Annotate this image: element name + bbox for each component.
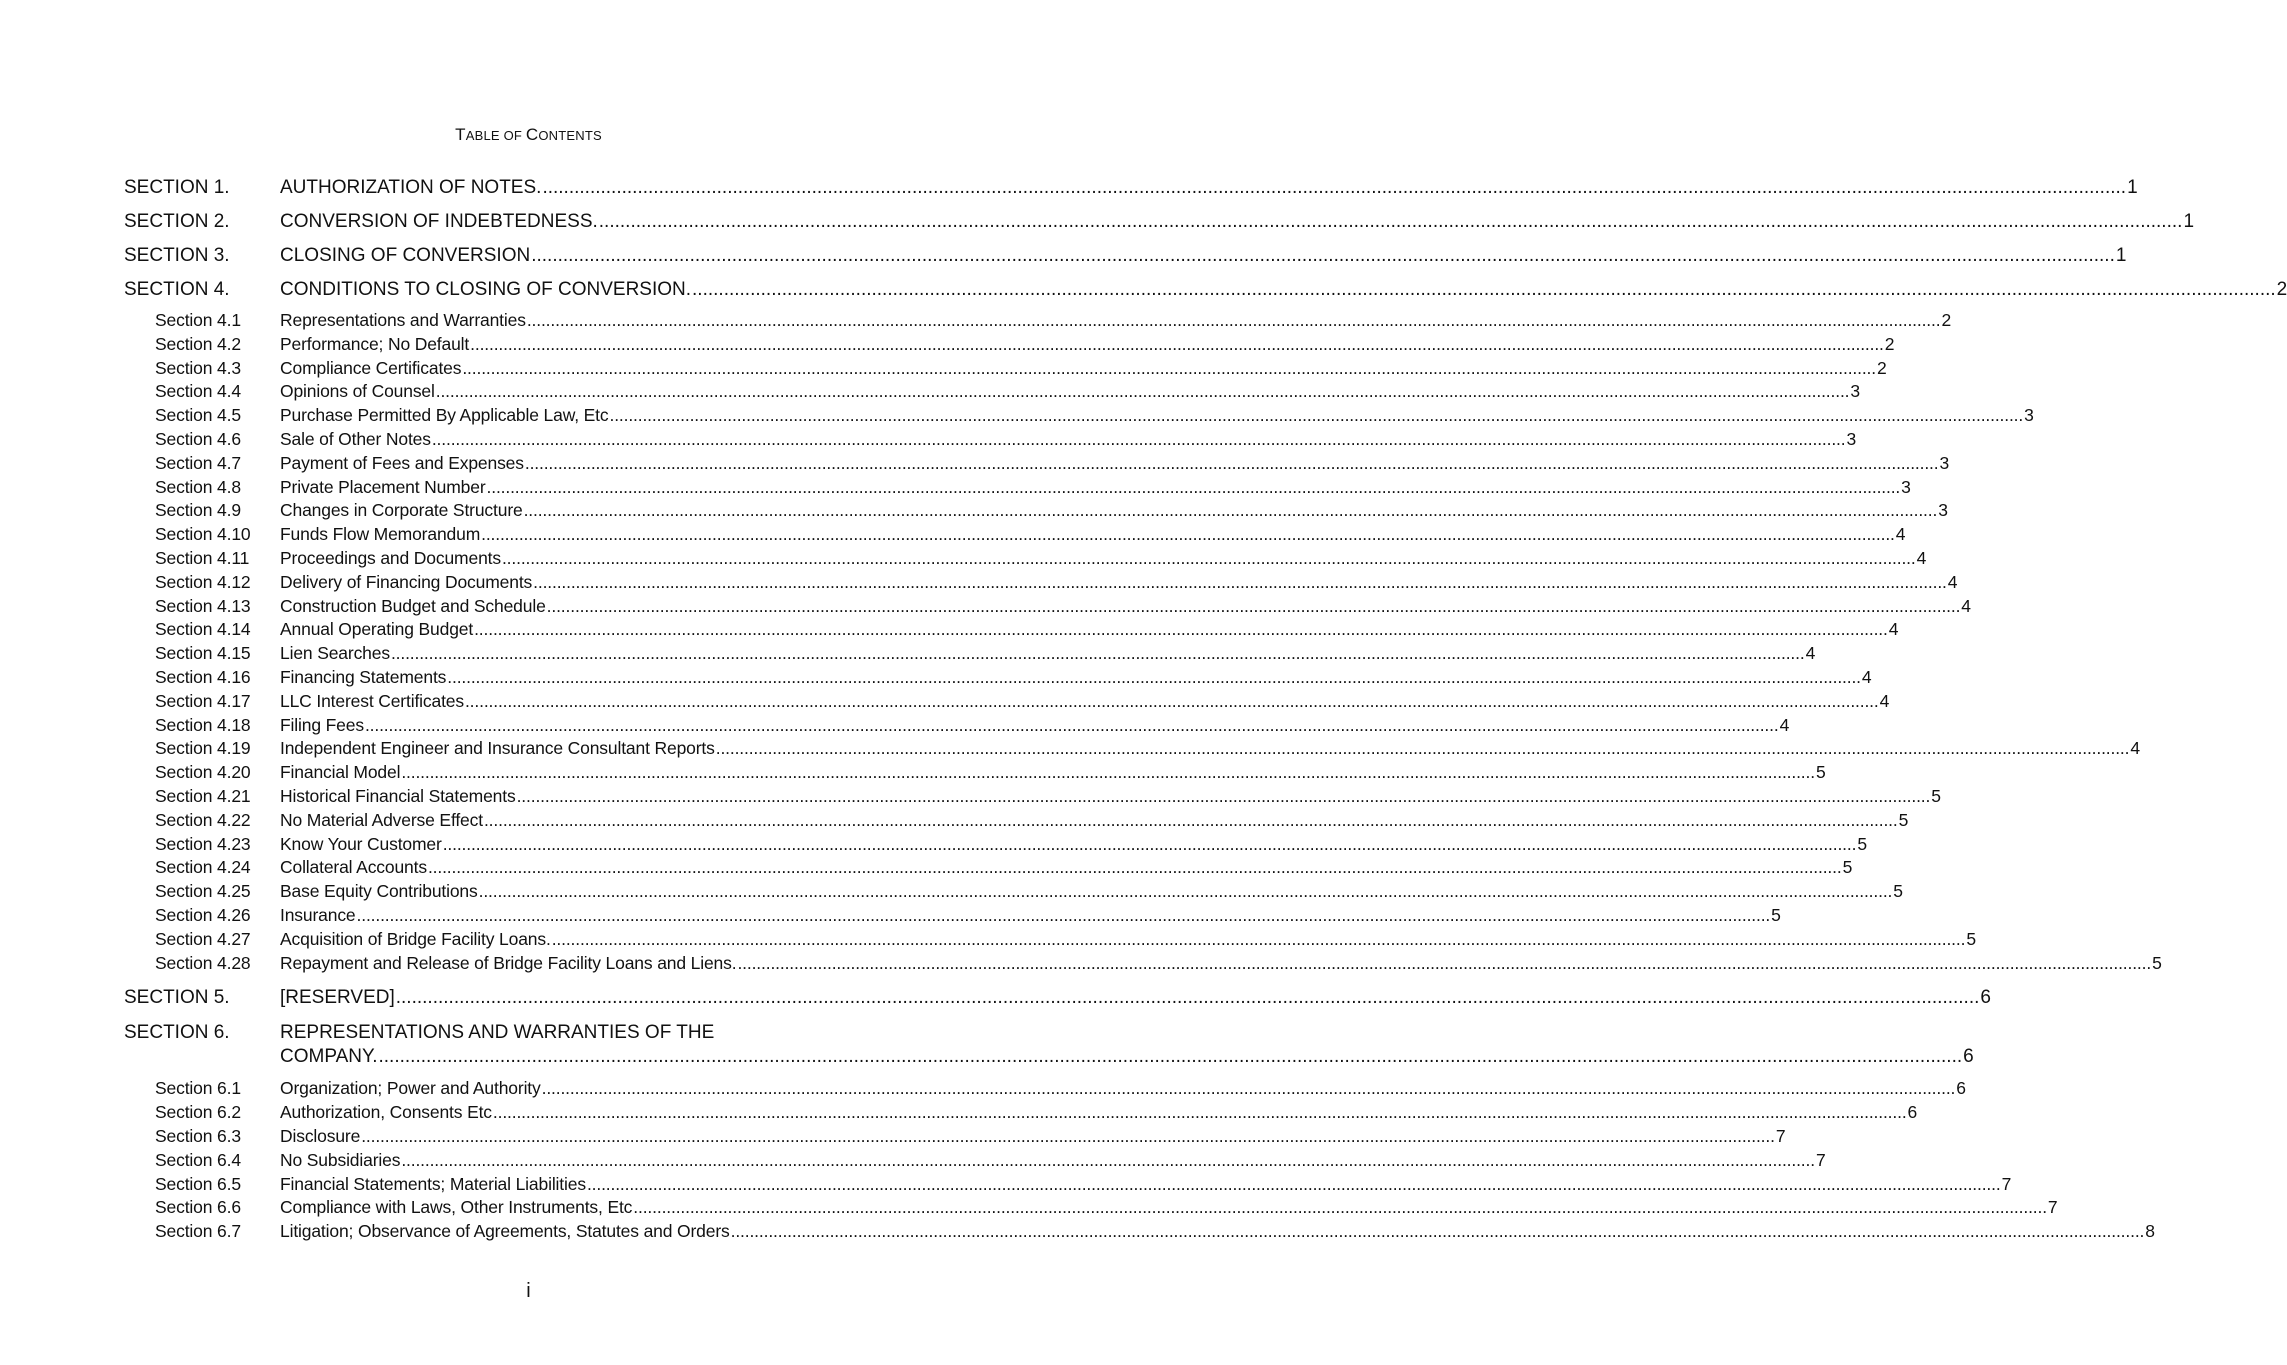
subsection-title: Compliance Certificates: [280, 357, 462, 378]
toc-subsection-entry[interactable]: [155, 809, 1909, 833]
toc-subsection-entry[interactable]: [155, 737, 2140, 761]
subsection-title: Know Your Customer: [280, 833, 442, 854]
subsection-title: Payment of Fees and Expenses: [280, 452, 524, 473]
toc-section-entry[interactable]: [124, 211, 2195, 233]
table-of-contents: [124, 165, 2287, 1244]
page-ref: 3: [1846, 428, 1857, 449]
page-ref: 4: [1879, 690, 1890, 711]
toc-subsection-entry[interactable]: [155, 618, 1899, 642]
page-ref: 5: [1898, 809, 1909, 830]
page-ref: 1: [2183, 211, 2195, 232]
subsection-title: Purchase Permitted By Applicable Law, Etc: [280, 405, 609, 426]
dot-leader: [379, 1045, 1963, 1069]
dot-leader: [401, 761, 1815, 785]
subsection-title: Financial Model: [280, 762, 401, 783]
subsection-label: Section 6.4: [155, 1149, 241, 1170]
dot-leader: [609, 404, 2023, 428]
dot-leader: [479, 880, 1893, 904]
section-title: AUTHORIZATION OF NOTES.: [280, 177, 542, 198]
subsection-title: Funds Flow Memorandum: [280, 524, 481, 545]
dot-leader: [484, 809, 1898, 833]
toc-subsection-entry[interactable]: [155, 785, 1941, 809]
dot-leader: [587, 1173, 2001, 1197]
dot-leader: [481, 523, 1895, 547]
toc-subsection-entry[interactable]: [155, 333, 1895, 357]
toc-subsection-entry[interactable]: [155, 595, 1971, 619]
subsection-title: Compliance with Laws, Other Instruments, Etc: [280, 1197, 633, 1218]
dot-leader: [547, 595, 1961, 619]
subsection-label: Section 4.24: [155, 857, 251, 878]
subsection-label: Section 4.23: [155, 833, 251, 854]
subsection-title: Independent Engineer and Insurance Consultant Reports: [280, 738, 715, 759]
section-label: SECTION 3.: [124, 245, 230, 266]
subsection-title: LLC Interest Certificates: [280, 690, 464, 711]
page-ref: 5: [1931, 785, 1941, 806]
dot-leader: [474, 618, 1888, 642]
dot-leader: [436, 380, 1850, 404]
page-ref: 3: [1850, 381, 1860, 402]
page-ref: 4: [2130, 738, 2140, 759]
subsection-title: Disclosure: [280, 1125, 361, 1146]
section-title: COMPANY.: [280, 1046, 378, 1068]
toc-subsection-entry[interactable]: [155, 880, 1903, 904]
subsection-label: Section 4.28: [155, 952, 251, 973]
page-ref: 2: [1941, 310, 1952, 330]
dot-leader: [502, 547, 1916, 571]
subsection-label: Section 4.7: [155, 452, 241, 473]
toc-section-entry[interactable]: [124, 245, 2127, 267]
dot-leader: [465, 690, 1879, 714]
toc-section-entry[interactable]: [124, 279, 2287, 301]
toc-subsection-entry[interactable]: [155, 642, 1816, 666]
page-ref: 8: [2145, 1221, 2155, 1242]
page-ref: 3: [1938, 500, 1948, 521]
toc-title: TABLE OF CONTENTS: [455, 125, 602, 144]
toc-subsection-entry[interactable]: [155, 714, 1790, 738]
toc-subsection-entry[interactable]: [155, 380, 1860, 404]
dot-leader: [401, 1149, 1815, 1173]
page-ref: 2: [2276, 279, 2287, 300]
subsection-label: Section 6.1: [155, 1078, 241, 1099]
section-label: SECTION 2.: [124, 211, 230, 232]
toc-subsection-entry[interactable]: [155, 357, 1887, 381]
page-ref: 7: [1775, 1125, 1786, 1146]
toc-subsection-entry[interactable]: [155, 666, 1872, 690]
subsection-title: Financial Statements; Material Liabilities: [280, 1173, 586, 1194]
subsection-title: Organization; Power and Authority: [280, 1078, 541, 1099]
dot-leader: [396, 987, 1980, 1009]
page-number: i: [526, 1280, 531, 1302]
toc-subsection-entry[interactable]: [155, 1125, 1786, 1149]
dot-leader: [599, 211, 2183, 233]
subsection-label: Section 6.3: [155, 1125, 241, 1146]
subsection-title: Sale of Other Notes: [280, 428, 431, 449]
subsection-label: Section 4.8: [155, 476, 241, 497]
page-ref: 4: [1895, 524, 1906, 545]
subsection-label: Section 4.18: [155, 714, 251, 735]
section-title: CONVERSION OF INDEBTEDNESS.: [280, 211, 598, 232]
subsection-label: Section 4.4: [155, 381, 241, 402]
toc-subsection-list: [124, 309, 2162, 975]
section-label: SECTION 6.: [124, 1022, 230, 1044]
subsection-title: Private Placement Number: [280, 476, 486, 497]
toc-subsection-entry[interactable]: [155, 1149, 1826, 1173]
page-ref: 7: [2001, 1173, 2012, 1194]
toc-subsection-entry[interactable]: [155, 571, 1958, 595]
section-title: [RESERVED]: [280, 987, 395, 1009]
subsection-label: Section 4.20: [155, 762, 251, 783]
dot-leader: [716, 737, 2130, 761]
toc-section-entry[interactable]: [124, 987, 1991, 1009]
subsection-title: Delivery of Financing Documents: [280, 571, 533, 592]
dot-leader: [692, 279, 2276, 301]
dot-leader: [487, 476, 1901, 500]
subsection-label: Section 4.11: [155, 547, 250, 568]
dot-leader: [531, 245, 2115, 267]
subsection-label: Section 6.6: [155, 1197, 241, 1218]
page-ref: 5: [1893, 881, 1903, 902]
page-ref: 2: [1884, 333, 1895, 354]
subsection-title: Representations and Warranties: [280, 310, 526, 330]
page-ref: 4: [1779, 714, 1790, 735]
page-ref: 4: [1805, 643, 1816, 664]
subsection-label: Section 4.22: [155, 809, 251, 830]
subsection-title: Financing Statements: [280, 666, 447, 687]
page-ref: 4: [1961, 595, 1971, 616]
toc-subsection-entry[interactable]: [155, 1077, 1966, 1101]
page-ref: 5: [1857, 833, 1867, 854]
subsection-title: Litigation; Observance of Agreements, Statutes and Orders: [280, 1221, 730, 1242]
subsection-label: Section 4.9: [155, 500, 241, 521]
subsection-label: Section 6.5: [155, 1173, 241, 1194]
page-ref: 4: [1916, 547, 1927, 568]
subsection-title: Proceedings and Documents: [280, 547, 501, 568]
subsection-title: Base Equity Contributions: [280, 881, 478, 902]
section-label: SECTION 5.: [124, 987, 230, 1009]
page-ref: 4: [1861, 666, 1872, 687]
page-ref: 4: [1888, 619, 1899, 640]
subsection-title: Filing Fees: [280, 714, 364, 735]
toc-subsection-entry[interactable]: [155, 856, 1853, 880]
dot-leader: [524, 499, 1938, 523]
page-ref: 7: [1815, 1149, 1826, 1170]
subsection-label: Section 4.25: [155, 881, 251, 902]
page-ref: 6: [1980, 987, 1991, 1009]
dot-leader: [365, 714, 1779, 738]
subsection-label: Section 4.13: [155, 595, 251, 616]
section-label: SECTION 4.: [124, 279, 230, 300]
subsection-label: Section 4.1: [155, 310, 241, 330]
dot-leader: [542, 1077, 1956, 1101]
subsection-label: Section 4.17: [155, 690, 251, 711]
toc-subsection-entry[interactable]: [155, 1173, 2012, 1197]
dot-leader: [517, 785, 1931, 809]
page-ref: 4: [1947, 571, 1958, 592]
dot-leader: [470, 333, 1884, 357]
subsection-title: Collateral Accounts: [280, 857, 427, 878]
page-ref: 3: [1901, 476, 1911, 497]
subsection-label: Section 4.5: [155, 405, 241, 426]
subsection-title: No Material Adverse Effect: [280, 809, 483, 830]
toc-section-entry[interactable]: [124, 177, 2138, 199]
subsection-label: Section 4.16: [155, 666, 251, 687]
subsection-label: Section 4.2: [155, 333, 241, 354]
toc-subsection-entry[interactable]: [155, 928, 1976, 952]
subsection-label: Section 4.14: [155, 619, 251, 640]
subsection-title: Construction Budget and Schedule: [280, 595, 546, 616]
dot-leader: [525, 452, 1939, 476]
dot-leader: [533, 571, 1947, 595]
subsection-label: Section 4.21: [155, 785, 251, 806]
subsection-title: No Subsidiaries: [280, 1149, 401, 1170]
dot-leader: [447, 666, 1861, 690]
page-ref: 5: [1966, 928, 1976, 949]
toc-subsection-entry[interactable]: [155, 404, 2034, 428]
section-label: SECTION 1.: [124, 177, 230, 198]
subsection-label: Section 4.19: [155, 738, 251, 759]
dot-leader: [731, 1220, 2145, 1244]
page-ref: 6: [1956, 1078, 1966, 1099]
subsection-title: Repayment and Release of Bridge Facility Loans and Liens.: [280, 952, 737, 973]
subsection-label: Section 4.6: [155, 428, 241, 449]
toc-subsection-entry[interactable]: [155, 952, 2162, 976]
toc-subsection-entry[interactable]: [155, 523, 1906, 547]
page-ref: 5: [1842, 857, 1853, 878]
page-ref: 6: [1963, 1046, 1974, 1068]
page-ref: 5: [2152, 952, 2162, 973]
subsection-title: Acquisition of Bridge Facility Loans.: [280, 928, 551, 949]
toc-subsection-list: [124, 1077, 2155, 1244]
dot-leader: [737, 952, 2151, 976]
subsection-label: Section 6.2: [155, 1102, 241, 1123]
page-ref: 5: [1815, 762, 1826, 783]
toc-subsection-entry[interactable]: [155, 833, 1867, 857]
toc-subsection-entry[interactable]: [155, 499, 1948, 523]
page-ref: 3: [2024, 405, 2034, 426]
dot-leader: [432, 428, 1846, 452]
toc-subsection-entry[interactable]: [155, 452, 1950, 476]
dot-leader: [633, 1196, 2047, 1220]
toc-section-entry[interactable]: [124, 1021, 1974, 1069]
subsection-label: Section 4.3: [155, 357, 241, 378]
subsection-title: Opinions of Counsel: [280, 381, 435, 402]
subsection-label: Section 6.7: [155, 1221, 241, 1242]
toc-subsection-entry[interactable]: [155, 428, 1857, 452]
subsection-title: Historical Financial Statements: [280, 785, 516, 806]
toc-subsection-entry[interactable]: [155, 476, 1911, 500]
dot-leader: [443, 833, 1857, 857]
toc-subsection-entry[interactable]: [155, 1101, 1918, 1125]
subsection-label: Section 4.27: [155, 928, 251, 949]
subsection-title: Changes in Corporate Structure: [280, 500, 523, 521]
page-ref: 5: [1771, 904, 1781, 925]
toc-subsection-entry[interactable]: [155, 1220, 2155, 1244]
subsection-title: Insurance: [280, 904, 356, 925]
page-ref: 3: [1939, 452, 1950, 473]
dot-leader: [552, 928, 1966, 952]
subsection-title: Performance; No Default: [280, 333, 470, 354]
section-title-line1: REPRESENTATIONS AND WARRANTIES OF THE: [280, 1022, 715, 1044]
dot-leader: [542, 177, 2126, 199]
toc-subsection-entry[interactable]: [155, 1196, 2058, 1220]
subsection-title: Annual Operating Budget: [280, 619, 474, 640]
page-ref: 1: [2127, 177, 2138, 198]
page-ref: 6: [1907, 1102, 1918, 1123]
subsection-label: Section 4.10: [155, 524, 251, 545]
subsection-label: Section 4.12: [155, 571, 251, 592]
toc-subsection-entry[interactable]: [155, 904, 1781, 928]
toc-subsection-entry[interactable]: [155, 547, 1927, 571]
subsection-title: Lien Searches: [280, 643, 390, 664]
dot-leader: [357, 904, 1771, 928]
section-title: CONDITIONS TO CLOSING OF CONVERSION.: [280, 279, 692, 300]
toc-subsection-entry[interactable]: [155, 690, 1890, 714]
page-ref: 2: [1876, 357, 1887, 378]
subsection-title: Authorization, Consents Etc: [280, 1102, 492, 1123]
section-title: CLOSING OF CONVERSION: [280, 245, 531, 266]
toc-subsection-entry[interactable]: [155, 309, 1952, 333]
dot-leader: [361, 1125, 1775, 1149]
dot-leader: [428, 856, 1842, 880]
page-ref: 7: [2047, 1197, 2058, 1218]
dot-leader: [462, 357, 1876, 381]
page-ref: 1: [2115, 245, 2127, 266]
subsection-label: Section 4.26: [155, 904, 251, 925]
dot-leader: [391, 642, 1805, 666]
dot-leader: [527, 309, 1941, 333]
dot-leader: [493, 1101, 1907, 1125]
toc-subsection-entry[interactable]: [155, 761, 1826, 785]
subsection-label: Section 4.15: [155, 643, 251, 664]
